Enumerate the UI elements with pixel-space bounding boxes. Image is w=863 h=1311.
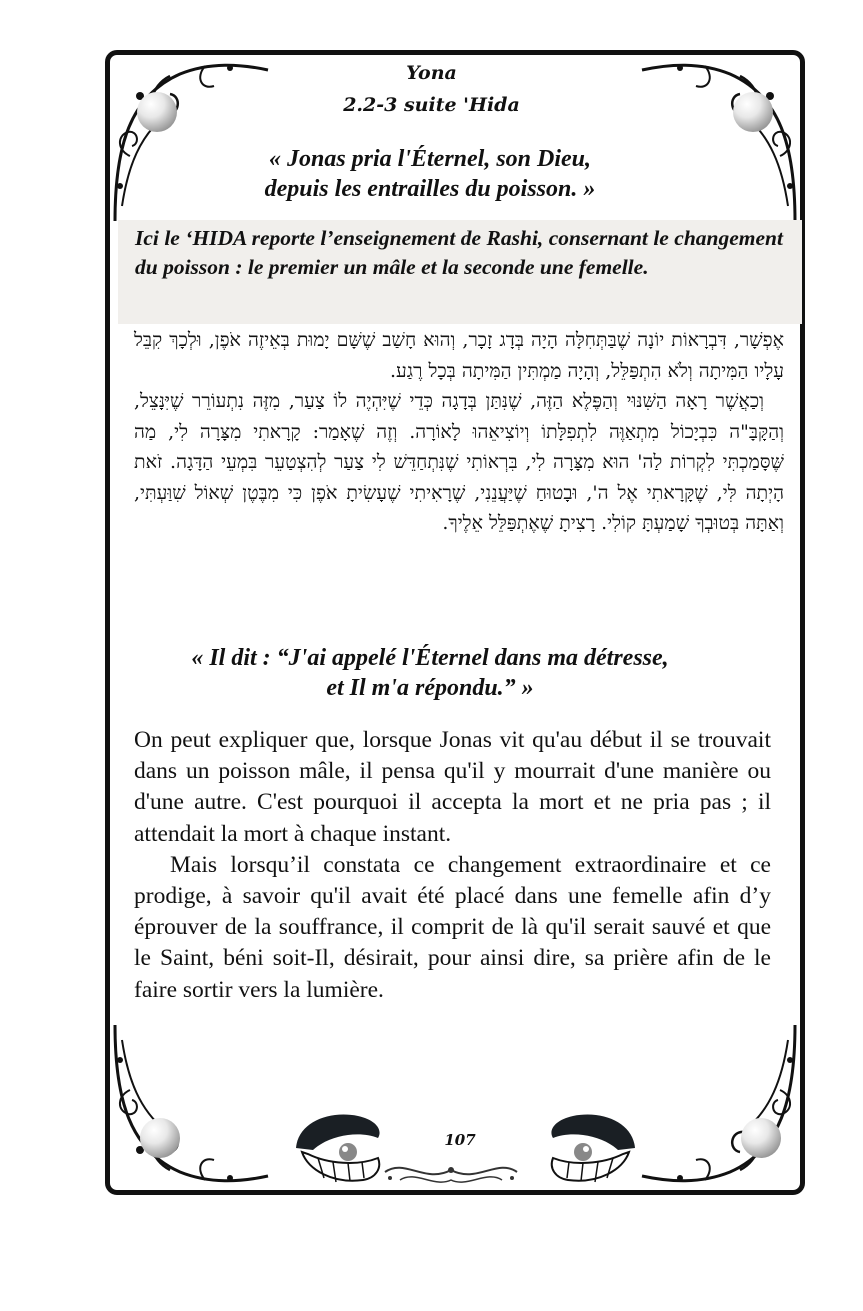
body-paragraph-2: Mais lorsqu’il constata ce changement extraordinaire et ce prodige, à savoir qu'il avait été placé dans une femelle afin d’y éprouver de la souffrance, il comprit de là qu'il serait sauvé et que le Saint, béni soit-Il, désirait, pour ainsi dire, sa prière afin de le faire sortir vers la lumière. <box>134 851 771 1003</box>
verse-quote-1-line1: « Jonas pria l'Éternel, son Dieu, <box>268 146 592 172</box>
french-commentary <box>134 725 771 1006</box>
hebrew-commentary <box>134 325 784 539</box>
chapter-subtitle: 2.2-3 suite 'Hida <box>343 94 520 116</box>
verse-quote-2-line1: « Il dit : “J'ai appelé l'Éternel dans ma détresse, <box>191 645 669 671</box>
floral-corner-icon <box>640 1020 800 1190</box>
hebrew-paragraph-2: וְכַאֲשֶׁר רָאָה הַשִּׁנּוּי וְהַפֶּלֶא הַזֶּה, שֶׁנִּתַּן בְּדָגָה כְּדֵי שֶׁיִּהְיֶה לוֹ צַעַר, מִזֶּה נִתְעוֹרֵר שֶׁיִּנָּצֵל, וְהַקָּבָּ"ה כִּבְיָכוֹל מִתְאַוֶּה לִתְפִלָּתוֹ וְיוֹצִיאֵהוּ לָאוֹרָה. וְזֶה שֶׁאָמַר: קָרָאתִי מִצָּרָה לִי, מַה שֶּׁסָּמַכְתִּי לִקְרוֹת לַה' הוּא מִצָּרָה לִי, בִּרְאוֹתִי שֶׁנִּתְחַדֵּשׁ לִי צַעַר לְהִצְטַעֵר בִּמְעֵי הַדָּגָה. זֹאת הָיְתָה לִּי, שֶׁקָּרָאתִי אֶל ה', וּבָטוּחַ שֶׁיַּעֲנֵנִי, שֶׁרָאִיתִי שֶׁעָשִׂיתָ אֹפֶן כִּי מִבֶּטֶן שְׁאוֹל שִׁוַּעְתִּי, וְאַתָּה בְּטוּבְךָ שָׁמַעְתָּ קוֹלִי. רָצִיתָ שֶׁאֶתְפַּלֵּל אֵלֶיךָ. <box>134 390 784 534</box>
verse-quote-1 <box>200 144 660 204</box>
oyster-shell-icon <box>545 1108 643 1188</box>
pearl-icon <box>741 1118 781 1158</box>
floral-corner-icon <box>110 1020 270 1190</box>
note-text: Ici le ‘HIDA reporte l’enseignement de Rashi, consernant le changement du poisson : le premier un mâle et la seconde une femelle. <box>135 226 783 279</box>
chapter-title: Yona <box>406 62 457 84</box>
oyster-shell-icon <box>288 1108 386 1188</box>
verse-quote-1-line2: depuis les entrailles du poisson. » <box>264 176 596 202</box>
pearl-icon <box>140 1118 180 1158</box>
floral-divider-icon <box>380 1150 522 1190</box>
body-paragraph-1: On peut expliquer que, lorsque Jonas vit qu'au début il se trouvait dans un poisson mâle, il pensa qu'il y mourrait d'une manière ou d'une autre. C'est pourquoi il accepta la mort et ne pria pas ; il attendait la mort à chaque instant. <box>134 727 771 847</box>
verse-quote-2 <box>180 643 680 703</box>
verse-quote-2-line2: et Il m'a répondu.” » <box>326 675 534 701</box>
page-number: 107 <box>444 1131 476 1149</box>
hebrew-paragraph-1: אֶפְשָׁר, דִּבְרָאוֹת יוֹנָה שֶׁבַּתְּחִלָּה הָיָה בְּדָג זָכָר, וְהוּא חָשַׁב שֶׁשָּׁם יָמוּת בְּאֵיזֶה אֹפֶן, וּלְכָךְ קִבֵּל עָלָיו הַמִּיתָה וְלֹא הִתְפַּלֵּל, וְהָיָה מַמְתִּין הַמִּיתָה בְּכָל רֶגַע. <box>134 329 784 382</box>
